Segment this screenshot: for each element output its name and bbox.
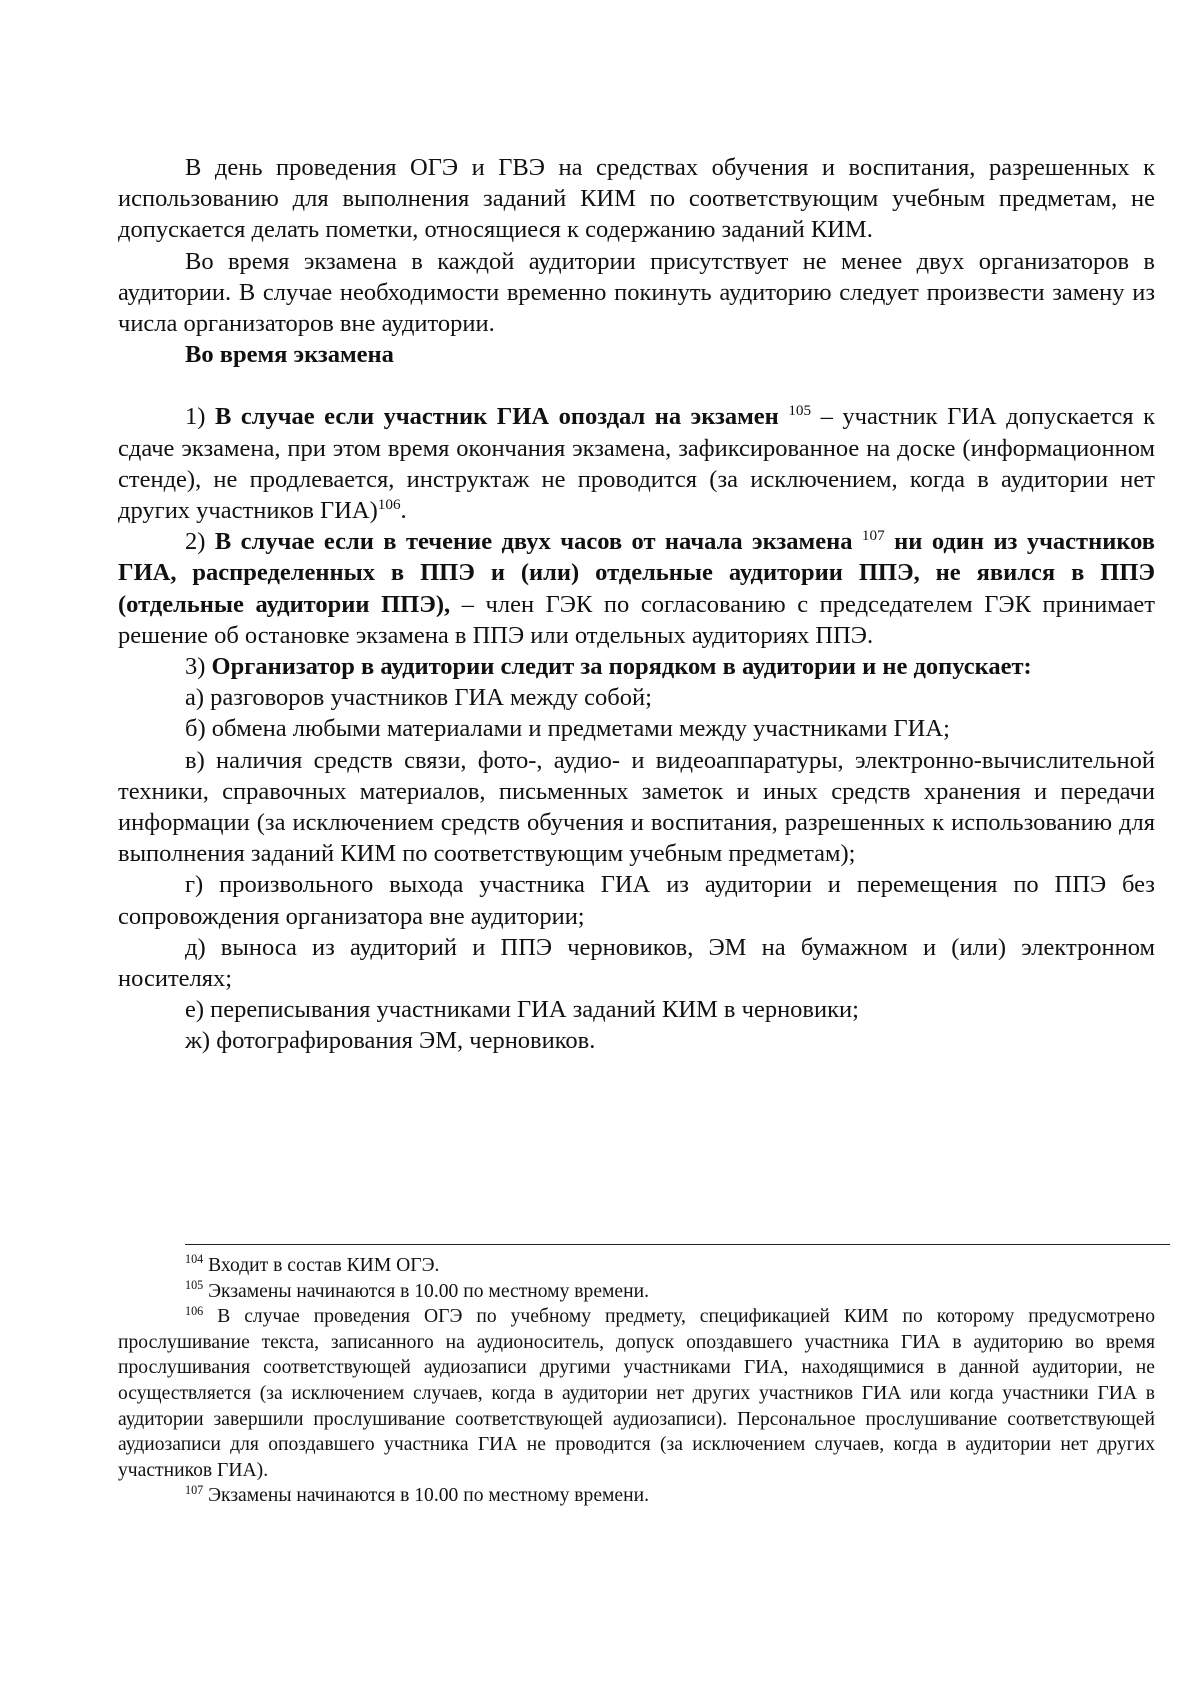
list-item-3-number: 3) — [185, 653, 206, 681]
list-item-3 — [118, 651, 1155, 682]
footnote-106 — [118, 1304, 1155, 1483]
footnote-text: Экзамены начинаются в 10.00 по местному времени. — [203, 1485, 649, 1507]
sub-item-a: а) разговоров участников ГИА между собой; — [185, 684, 652, 712]
footnote-text: Входит в состав КИМ ОГЭ. — [203, 1255, 440, 1276]
sub-item-b: б) обмена любыми материалами и предметами между участниками ГИА; — [185, 715, 950, 743]
footnote-number: 105 — [185, 1278, 204, 1293]
paragraph-organizers: Во время экзамена в каждой аудитории присутствует не менее двух организаторов в аудитории. В случае необходимости временно покинуть аудиторию следует произвести замену из числа организаторов вне аудитории. — [118, 247, 1155, 338]
sub-item-g: г) произвольного выхода участника ГИА из аудитории и перемещения по ППЭ без сопровождения организатора вне аудитории; — [118, 871, 1155, 930]
list-item-2-bold-2: ни один из участников ГИА, распределенных в ППЭ и (или) отдельные аудитории ППЭ, не явился в ППЭ (отдельные аудитории ППЭ), — [118, 528, 1155, 618]
list-item-1-text: – участник ГИА допускается к сдаче экзамена, при этом время окончания экзамена, зафиксированное на доске (информационном стенде), не продлевается, инструктаж не проводится (за исключением, когда в аудитории нет других участников ГИА) — [118, 403, 1155, 525]
section-heading — [118, 339, 1155, 370]
list-item-2-number: 2) — [185, 528, 206, 556]
footnote-number: 106 — [185, 1303, 204, 1318]
list-item-2 — [118, 526, 1155, 651]
footnote-text: Экзамены начинаются в 10.00 по местному времени. — [203, 1280, 649, 1302]
sub-item-zh: ж) фотографирования ЭМ, черновиков. — [185, 1027, 596, 1055]
list-item-2-bold-1: В случае если в течение двух часов от начала экзамена — [214, 528, 853, 556]
footnote-105 — [118, 1279, 1155, 1305]
list-item-1 — [118, 401, 1155, 526]
sub-item-v: в) наличия средств связи, фото-, аудио- и видеоаппаратуры, электронно-вычислительной техники, справочных материалов, письменных заметок и иных средств хранения и передачи информации (за исключением средств обучения и воспитания, разрешенных к использованию для выполнения заданий КИМ по соответствующим учебным предметам); — [118, 746, 1155, 868]
sub-item-d: д) выноса из аудиторий и ППЭ черновиков, ЭМ на бумажном и (или) электронном носителях; — [118, 933, 1155, 993]
paragraph-marks-ban: В день проведения ОГЭ и ГВЭ на средствах обучения и воспитания, разрешенных к использованию для выполнения заданий КИМ по соответствующим учебным предметам, не допускается делать пометки, относящиеся к содержанию заданий КИМ. — [118, 154, 1155, 244]
footnote-107 — [118, 1483, 1155, 1509]
list-item-3-bold: Организатор в аудитории следит за порядком в аудитории и не допускает: — [211, 653, 1032, 681]
main-text — [118, 152, 1155, 1057]
footnote-number: 104 — [185, 1252, 204, 1267]
list-item-2-text: – член ГЭК по согласованию с председателем ГЭК принимает решение об остановке экзамена в ППЭ или отдельных аудиториях ППЭ. — [118, 590, 1155, 649]
footnote-104 — [118, 1253, 1155, 1279]
list-item-1-bold: В случае если участник ГИА опоздал на экзамен — [214, 403, 779, 431]
footnote-separator — [185, 1244, 1170, 1245]
footnote-text: В случае проведения ОГЭ по учебному предмету, спецификацией КИМ по которому предусмотрено прослушивание текста, записанного на аудионоситель, допуск опоздавшего участника ГИА в аудиторию во время прослушивания соответствующей аудиозаписи другими участниками ГИА, находящимися в данной аудитории, не осуществляется (за исключением случаев, когда в аудитории нет других участников ГИА или когда участники ГИА в аудитории завершили прослушивание соответствующей аудиозаписи). Персональное прослушивание соответствующей аудиозаписи для опоздавшего участника ГИА не проводится (за исключением случаев, когда в аудитории нет других участников ГИА). — [118, 1306, 1155, 1481]
footnotes — [118, 1253, 1155, 1509]
footnote-ref-107: 107 — [861, 527, 885, 545]
list-item-1-end: . — [400, 497, 407, 525]
footnote-ref-106: 106 — [377, 495, 401, 513]
footnote-number: 107 — [185, 1482, 204, 1497]
sub-item-e: е) переписывания участниками ГИА заданий КИМ в черновики; — [185, 996, 859, 1024]
section-heading-text: Во время экзамена — [185, 341, 394, 369]
footnote-ref-105: 105 — [788, 402, 812, 420]
list-item-1-number: 1) — [185, 403, 206, 431]
